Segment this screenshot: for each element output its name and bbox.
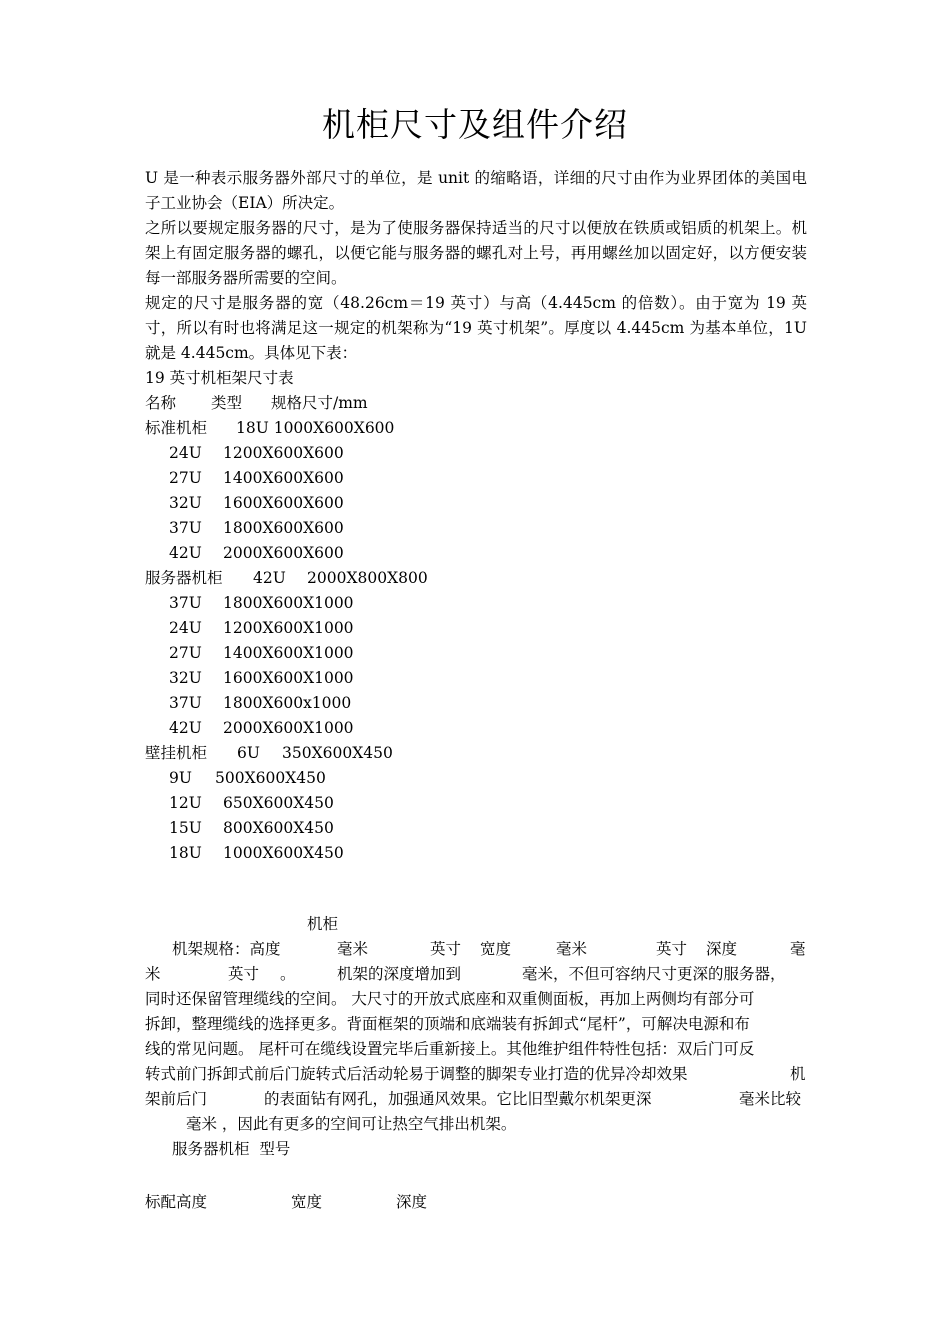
spec-text: 宽度 — [480, 940, 512, 958]
table-row-size: 1400X600X1000 — [223, 644, 354, 662]
table-row-size: 1800X600X1000 — [223, 594, 354, 612]
spec-text: 毫 — [790, 940, 806, 958]
table-row-u: 32U — [169, 669, 202, 687]
spec-text: 深度 — [706, 940, 738, 958]
table-row-u: 42U — [169, 719, 202, 737]
table-row-size: 1400X600X600 — [223, 469, 344, 487]
table-row-size: 650X600X450 — [223, 794, 334, 812]
table-row-size: 1600X600X1000 — [223, 669, 354, 687]
bottom-header-height: 标配高度 — [145, 1193, 208, 1211]
table-row-size: 1600X600X600 — [223, 494, 344, 512]
table-row-u: 37U — [169, 694, 202, 712]
table-row-u: 27U — [169, 469, 202, 487]
table-row-size: 1200X600X600 — [223, 444, 344, 462]
server-cabinet-first-size: 2000X800X800 — [307, 569, 428, 587]
intro-paragraph-2: 之所以要规定服务器的尺寸，是为了使服务器保持适当的尺寸以便放在铁质或铝质的机架上。机架上有固定服务器的螺孔，以便它能与服务器的螺孔对上号，再用螺丝加以固定好，以方便安装每一部服务器所需要的空间。 — [145, 219, 807, 287]
spec-text: 毫米，不但可容纳尺寸更深的服务器， — [522, 965, 786, 983]
table-row-u: 24U — [169, 619, 202, 637]
table-row-u: 37U — [169, 594, 202, 612]
table-row-u: 12U — [169, 794, 202, 812]
body-line: 转式前门拆卸式前后门旋转式后活动轮易于调整的脚架专业打造的优异冷却效果 — [145, 1065, 688, 1083]
spec-text: 。 — [280, 965, 296, 983]
table-row-size: 1200X600X1000 — [223, 619, 354, 637]
table-row-size: 800X600X450 — [223, 819, 334, 837]
spec-text: 英寸 — [656, 940, 688, 958]
body-line: 架前后门 — [145, 1090, 208, 1108]
bottom-header-width: 宽度 — [291, 1193, 323, 1211]
table-header-name: 名称 — [145, 394, 177, 412]
table-row-size: 1800X600x1000 — [223, 694, 352, 712]
body-line: 毫米 ，因此有更多的空间可让热空气排出机架。 — [186, 1115, 517, 1133]
standard-cabinet-first: 18U 1000X600X600 — [236, 419, 395, 437]
body-line: 拆卸，整理缆线的选择更多。背面框架的顶端和底端装有拆卸式“尾杆”，可解决电源和布 — [145, 1015, 750, 1033]
body-line: 同时还保留管理缆线的空间。 大尺寸的开放式底座和双重侧面板，再加上两侧均有部分可 — [145, 990, 755, 1008]
body-line: 的表面钻有网孔，加强通风效果。它比旧型戴尔机架更深 — [264, 1090, 652, 1108]
table-row-size: 2000X600X600 — [223, 544, 344, 562]
spec-text: 毫米 — [556, 940, 588, 958]
table-row-u: 32U — [169, 494, 202, 512]
table-header-size: 规格尺寸/mm — [271, 394, 368, 412]
body-line: 机 — [790, 1065, 806, 1083]
spec-text: 毫米 — [337, 940, 369, 958]
table-row-u: 15U — [169, 819, 202, 837]
spec-text: 英寸 — [228, 965, 260, 983]
table-row-u: 9U — [169, 769, 192, 787]
body-line: 线的常见问题。 尾杆可在缆线设置完毕后重新接上。其他维护组件特性包括：双后门可反 — [145, 1040, 755, 1058]
page-title: 机柜尺寸及组件介绍 — [322, 105, 628, 144]
spec-text: 机架规格：高度 — [172, 940, 281, 958]
intro-paragraph-3: 规定的尺寸是服务器的宽（48.26cm＝19 英寸）与高（4.445cm 的倍数）。由于宽为 19 英寸，所以有时也将满足这一规定的机架称为“19 英寸机架”。厚度以 4.445cm 为基本单位，1U 就是 4.445cm。具体见下表： — [145, 294, 807, 362]
server-cabinet-name: 服务器机柜 — [145, 569, 223, 587]
table-header-type: 类型 — [211, 394, 243, 412]
table-caption: 19 英寸机柜架尺寸表 — [145, 369, 294, 387]
spec-text: 机架的深度增加到 — [337, 965, 462, 983]
table-row-u: 18U — [169, 844, 202, 862]
wall-cabinet-name: 壁挂机柜 — [145, 744, 208, 762]
spec-text: 英寸 — [430, 940, 462, 958]
table-row-size: 2000X600X1000 — [223, 719, 354, 737]
standard-cabinet-name: 标准机柜 — [145, 419, 208, 437]
table-row-u: 37U — [169, 519, 202, 537]
table-row-u: 42U — [169, 544, 202, 562]
spec-text: 米 — [145, 965, 161, 983]
server-model-label: 服务器机柜 型号 — [172, 1140, 291, 1158]
table-row-u: 24U — [169, 444, 202, 462]
table-row-u: 27U — [169, 644, 202, 662]
wall-cabinet-first-u: 6U — [237, 744, 260, 762]
wall-cabinet-first-size: 350X600X450 — [282, 744, 393, 762]
server-cabinet-first-u: 42U — [253, 569, 286, 587]
bottom-header-depth: 深度 — [396, 1193, 428, 1211]
section-heading: 机柜 — [307, 915, 339, 933]
table-row-size: 1000X600X450 — [223, 844, 344, 862]
body-line: 毫米比较 — [739, 1090, 802, 1108]
table-row-size: 1800X600X600 — [223, 519, 344, 537]
table-row-size: 500X600X450 — [215, 769, 326, 787]
intro-paragraph-1: U 是一种表示服务器外部尺寸的单位，是 unit 的缩略语，详细的尺寸由作为业界团体的美国电子工业协会（EIA）所决定。 — [145, 169, 807, 212]
